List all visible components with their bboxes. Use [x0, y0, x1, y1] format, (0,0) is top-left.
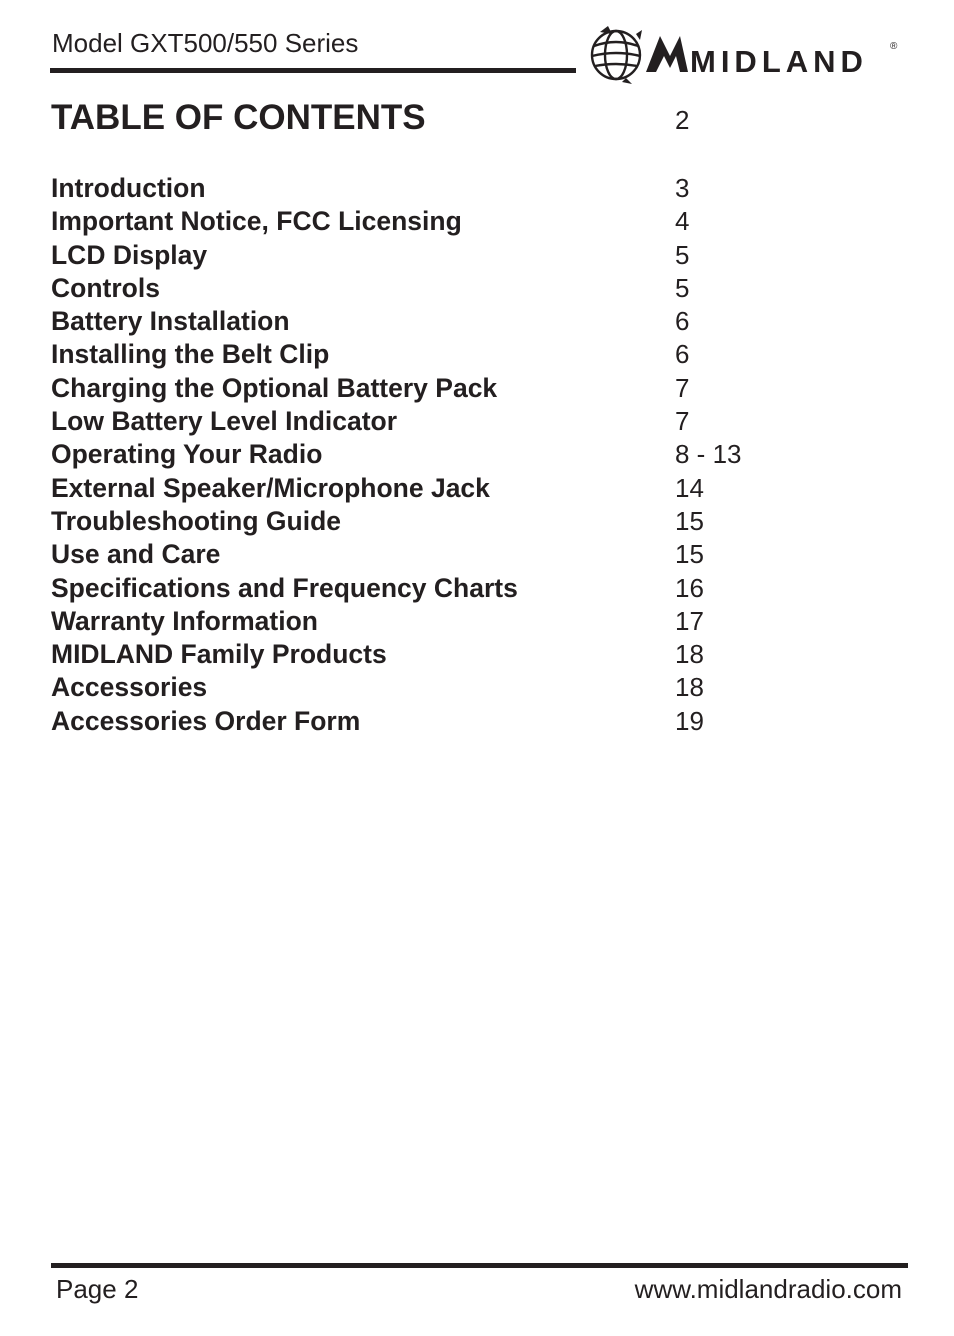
toc-entry [0, 605, 954, 638]
toc-entry-page: 7 [675, 372, 690, 403]
toc-entry [0, 705, 954, 738]
toc-entry [0, 372, 954, 405]
brand-text: MIDLAND [690, 44, 868, 79]
toc-entry [0, 671, 954, 704]
toc-entry-label: Use and Care [51, 539, 221, 570]
toc-entry [0, 172, 954, 205]
toc-entry-page: 14 [675, 472, 704, 503]
toc-entry-label: Troubleshooting Guide [51, 505, 342, 536]
toc-entry-label: Controls [51, 272, 160, 303]
toc-entry-label: Operating Your Radio [51, 439, 323, 470]
toc-entry-page: 15 [675, 539, 704, 570]
toc-entry [0, 472, 954, 505]
toc-title-page: 2 [675, 105, 690, 135]
toc-entry-label: Accessories [51, 672, 208, 703]
toc-entry [0, 438, 954, 471]
toc-entry-page: 16 [675, 572, 704, 603]
toc-entry-label: Battery Installation [51, 306, 290, 337]
toc-entry [0, 239, 954, 272]
toc-entry-label: Introduction [51, 173, 206, 203]
toc-entry-label: Important Notice, FCC Licensing [51, 206, 462, 237]
footer-rule [51, 1263, 908, 1268]
toc-entry-page: 4 [675, 206, 690, 237]
toc-entry-label: Accessories Order Form [51, 705, 361, 736]
toc-entry [0, 405, 954, 438]
toc-entry [0, 572, 954, 605]
toc-entry-page: 6 [675, 339, 690, 370]
toc-entry-label: Low Battery Level Indicator [51, 406, 398, 437]
toc-entry [0, 338, 954, 371]
toc-entry-page: 7 [675, 406, 690, 437]
toc-entry [0, 638, 954, 671]
registered-mark: ® [890, 41, 898, 52]
toc-entry [0, 272, 954, 305]
toc-entry-page: 19 [675, 705, 704, 736]
toc-entry-label: Installing the Belt Clip [51, 339, 330, 370]
header-rule [50, 68, 576, 73]
toc-entry-page: 3 [675, 173, 690, 203]
toc-entry-page: 6 [675, 306, 690, 337]
toc-entry [0, 305, 954, 338]
toc-entry-label: Warranty Information [51, 605, 318, 636]
toc-entry-page: 18 [675, 672, 704, 703]
globe-icon [586, 22, 906, 88]
toc-entry-label: LCD Display [51, 239, 208, 270]
toc-entry-page: 5 [675, 272, 690, 303]
toc-list [0, 172, 954, 738]
toc-entry-page: 5 [675, 239, 690, 270]
toc-title: TABLE OF CONTENTS [51, 98, 426, 137]
toc-entry [0, 505, 954, 538]
toc-entry-page: 15 [675, 505, 704, 536]
header-model: Model GXT500/550 Series [52, 28, 359, 58]
toc-entry-page: 17 [675, 605, 704, 636]
toc-entry-page: 18 [675, 639, 704, 670]
toc-entry-label: External Speaker/Microphone Jack [51, 472, 490, 503]
toc-entry [0, 205, 954, 238]
toc-entry-label: Specifications and Frequency Charts [51, 572, 518, 603]
toc-entry [0, 538, 954, 571]
toc-entry-label: Charging the Optional Battery Pack [51, 372, 498, 403]
toc-entry-page: 8 - 13 [675, 439, 742, 470]
footer-page-number: Page 2 [56, 1274, 139, 1304]
midland-logo [586, 22, 906, 88]
toc-entry-label: MIDLAND Family Products [51, 639, 387, 670]
footer-url: www.midlandradio.com [634, 1274, 902, 1304]
